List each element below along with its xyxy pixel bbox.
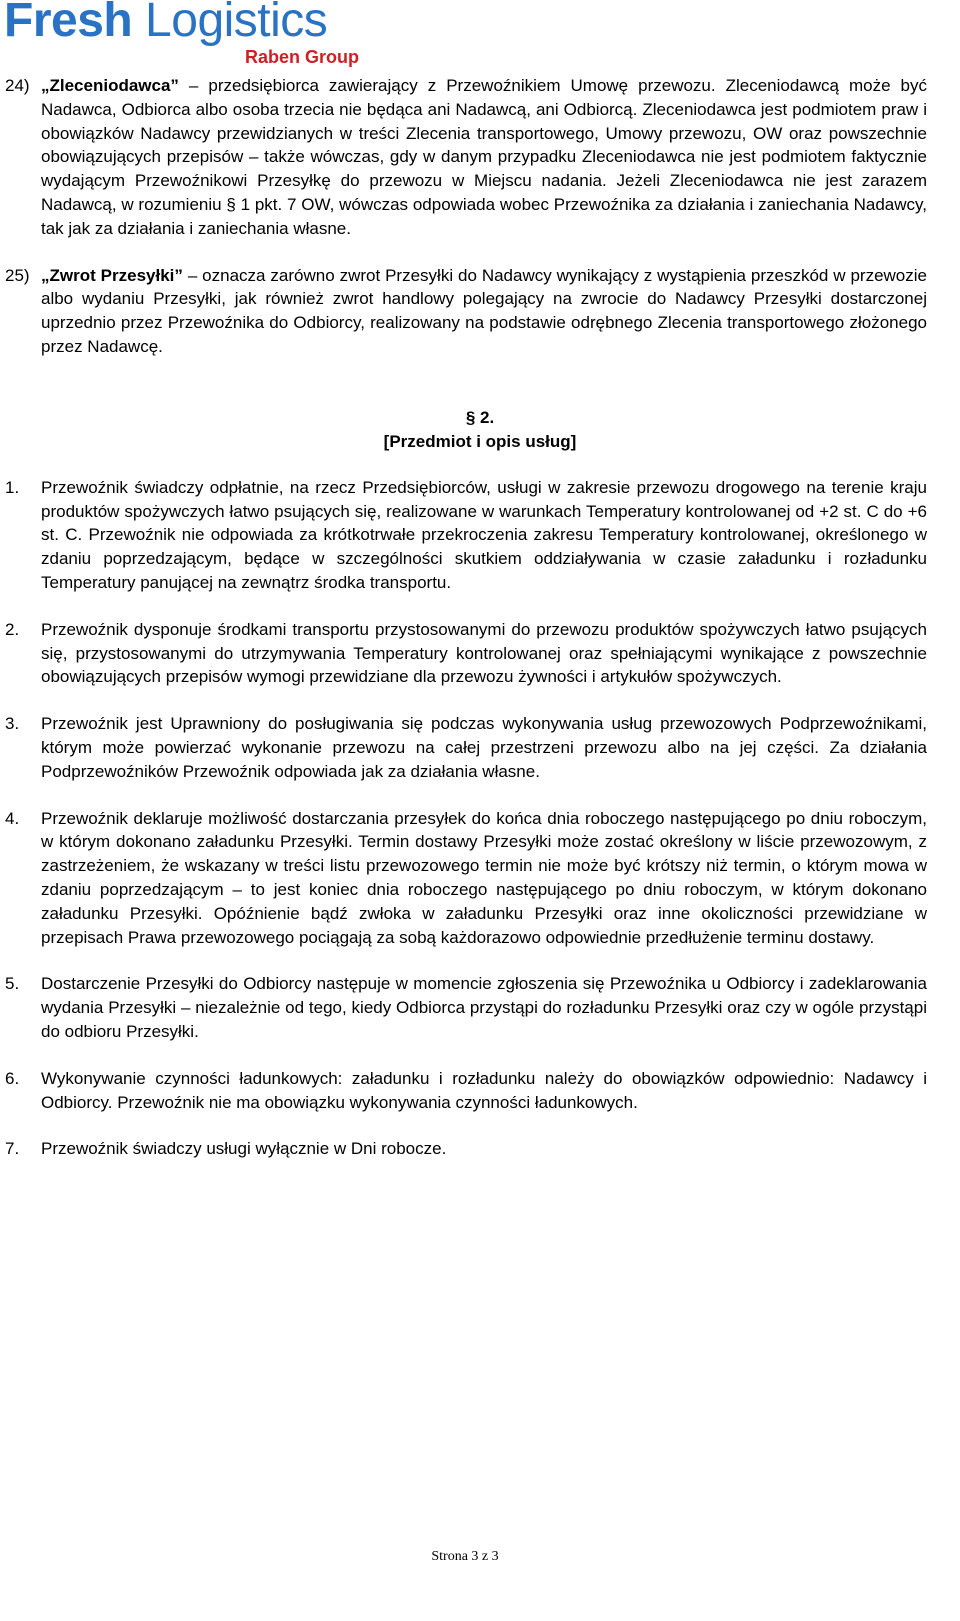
paragraph-item — [0, 972, 960, 1043]
paragraph-item — [0, 476, 960, 595]
logo-wordmark — [4, 0, 327, 48]
paragraph-text: Dostarczenie Przesyłki do Odbiorcy następuje w momencie zgłoszenia się Przewoźnika u Odbiorcy i zadeklarowania wydania Przesyłki – niezależnie od tego, kiedy Odbiorca przystąpi do rozładunku Przesyłki oraz czy w ogóle przystąpi do odbioru Przesyłki. — [41, 974, 927, 1041]
section-number: § 2. — [465, 407, 495, 427]
company-logo — [4, 0, 384, 70]
definition-text: – przedsiębiorca zawierający z Przewoźnikiem Umowę przewozu. Zleceniodawcą może być Nadawca, Odbiorca albo osoba trzecia nie będąca ani Nadawcą, ani Odbiorcą. Zleceniodawca jest podmiotem praw i obowiązków Nadawcy przewidzianych w treści Zlecenia transportowego, Umowy przewozu, OW oraz powszechnie obowiązujących przepisów – także wówczas, gdy w danym przypadku Zleceniodawca nie jest podmiotem faktycznie wydającym Przewoźnikowi Przesyłkę do przewozu w Miejscu nadania. Jeżeli Zleceniodawca nie jest zarazem Nadawcą, w rozumieniu § 1 pkt. 7 OW, wówczas odpowiada wobec Przewoźnika za działania i zaniechania Nadawcy, tak jak za działania i zaniechania własne. — [41, 76, 927, 238]
definition-term: „Zwrot Przesyłki” — [41, 265, 183, 285]
paragraph-text: Przewoźnik świadczy odpłatnie, na rzecz Przedsiębiorców, usługi w zakresie przewozu drogowego na terenie kraju produktów spożywczych łatwo psujących się, realizowane w warunkach Temperatury kontrolowanej od +2 st. C do +6 st. C. Przewoźnik nie odpowiada za krótkotrwałe przekroczenia zakresu Temperatury kontrolowanej, określonego w zdaniu poprzedzającym, będące w szczególności skutkiem oddziaływania w czasie załadunku i rozładunku Temperatury panującej na zewnątrz środka transportu. — [41, 477, 927, 592]
paragraph-number: 7. — [5, 1139, 20, 1159]
definition-number: 24) — [5, 76, 30, 95]
paragraph-item — [0, 1067, 960, 1115]
paragraph-text: Wykonywanie czynności ładunkowych: załadunku i rozładunku należy do obowiązków odpowiednio: Nadawcy i Odbiorcy. Przewoźnik nie ma obowiązku wykonywania czynności ładunkowych. — [41, 1068, 927, 1112]
paragraph-number: 1. — [5, 477, 20, 497]
page-footer: Strona 3 z 3 — [431, 1549, 499, 1564]
paragraph-number: 4. — [5, 808, 20, 828]
definition-body — [41, 76, 927, 238]
paragraph-text: Przewoźnik dysponuje środkami transportu przystosowanymi do przewozu produktów spożywczych łatwo psujących się, przystosowanymi do utrzymywania Temperatury kontrolowanej oraz spełniającymi wynikające z powszechnie obowiązujących przepisów wymogi przewidziane dla przewozu żywności i artykułów spożywczych. — [41, 619, 927, 687]
paragraph-item — [0, 618, 960, 689]
document-body — [0, 74, 960, 1161]
section-heading — [0, 406, 960, 454]
logo-logistics-text: Logistics — [132, 0, 328, 47]
logo-group-text: Raben Group — [245, 47, 360, 67]
definition-term: „Zleceniodawca” — [41, 76, 179, 95]
paragraph-text: Przewoźnik deklaruje możliwość dostarczania przesyłek do końca dnia roboczego następującego po dniu roboczym, w którym dokonano załadunku Przesyłki. Termin dostawy Przesyłki może zostać określony w liście przewozowym, z zastrzeżeniem, że wskazany w treści listu przewozowego termin nie może być krótszy niż termin, o którym mowa w zdaniu poprzedzającym – to jest koniec dnia roboczego następującego po dniu roboczym, w którym dokonano załadunku Przesyłki. Opóźnienie bądź zwłoka w załadunku Przesyłki oraz inne okoliczności przewidziane w przepisach Prawa przewozowego pociągają za sobą każdorazowo odpowiednie przedłużenie terminu dostawy. — [41, 808, 927, 947]
definition-body — [41, 266, 927, 356]
paragraph-number: 2. — [5, 619, 20, 639]
section-title: [Przedmiot i opis usług] — [383, 431, 577, 451]
definition-item — [0, 74, 960, 241]
paragraph-item — [0, 712, 960, 783]
definition-number: 25) — [5, 265, 30, 285]
paragraph-item — [0, 807, 960, 950]
definition-text: – oznacza zarówno zwrot Przesyłki do Nadawcy wynikający z wystąpienia przeszkód w przewozie albo wydaniu Przesyłki, jak również zwrot handlowy polegający na zwrocie do Nadawcy Przesyłki dostarczonej uprzednio przez Przewoźnika do Odbiorcy, realizowany na podstawie odrębnego Zlecenia transportowego złożonego przez Nadawcę. — [41, 265, 927, 356]
definition-item — [0, 264, 960, 359]
paragraph-item — [0, 1137, 960, 1161]
paragraph-number: 3. — [5, 714, 20, 734]
paragraph-number: 5. — [5, 974, 20, 994]
logo-fresh-text: Fresh — [4, 0, 133, 47]
paragraph-text: Przewoźnik jest Uprawniony do posługiwania się podczas wykonywania usług przewozowych Podprzewoźnikami, którym może powierzać wykonanie przewozu na całej przestrzeni przewozu albo na jej części. Za działania Podprzewoźników Przewoźnik odpowiada jak za działania własne. — [41, 714, 927, 781]
paragraph-number: 6. — [5, 1068, 20, 1088]
paragraph-text: Przewoźnik świadczy usługi wyłącznie w Dni robocze. — [41, 1139, 447, 1159]
